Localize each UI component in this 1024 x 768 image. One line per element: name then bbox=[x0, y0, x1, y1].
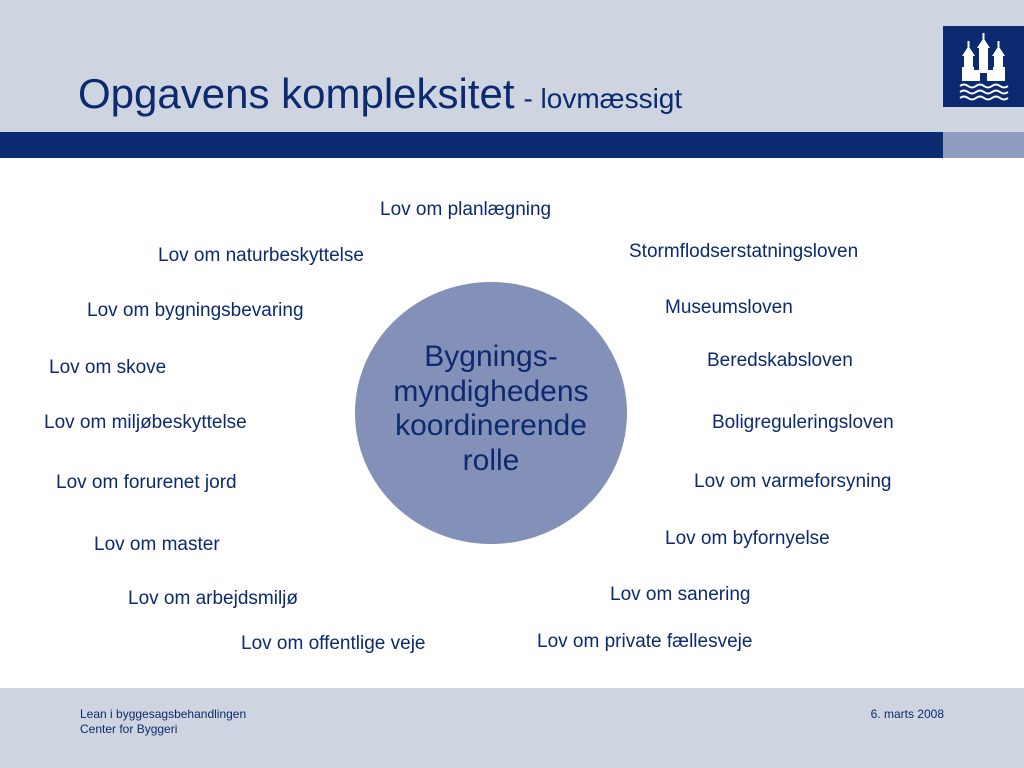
center-line: Bygnings- bbox=[424, 340, 558, 373]
law-label: Lov om offentlige veje bbox=[241, 633, 426, 654]
law-label: Lov om sanering bbox=[610, 584, 751, 605]
law-label: Museumsloven bbox=[665, 297, 793, 318]
law-label: Lov om varmeforsyning bbox=[694, 471, 892, 492]
law-label: Lov om bygningsbevaring bbox=[87, 300, 304, 321]
law-label: Lov om miljøbeskyttelse bbox=[44, 412, 247, 433]
footer-organization: Center for Byggeri bbox=[80, 722, 178, 736]
law-label: Lov om planlægning bbox=[380, 199, 552, 220]
title-divider-accent bbox=[943, 132, 1024, 158]
footer-info bbox=[80, 707, 246, 737]
header-band bbox=[0, 0, 1024, 132]
law-label: Lov om byfornyelse bbox=[665, 528, 830, 549]
law-label: Lov om naturbeskyttelse bbox=[158, 245, 364, 266]
law-label: Lov om private fællesveje bbox=[537, 631, 753, 652]
center-line: koordinerende bbox=[395, 409, 587, 442]
law-label: Lov om forurenet jord bbox=[56, 472, 237, 493]
law-label: Lov om arbejdsmiljø bbox=[128, 588, 298, 609]
footer-date: 6. marts 2008 bbox=[870, 707, 944, 721]
law-label: Stormflodserstatningsloven bbox=[629, 241, 859, 262]
copenhagen-coat-of-arms-icon bbox=[943, 26, 1024, 107]
center-circle-text bbox=[355, 340, 627, 478]
law-label: Beredskabsloven bbox=[707, 350, 853, 371]
law-label: Lov om skove bbox=[49, 357, 167, 378]
title-divider-bar bbox=[0, 132, 943, 158]
slide-title bbox=[78, 70, 682, 118]
logo bbox=[943, 26, 1024, 107]
slide-title-sub: - lovmæssigt bbox=[523, 83, 683, 114]
center-circle bbox=[355, 282, 627, 544]
footer-project: Lean i byggesagsbehandlingen bbox=[80, 707, 247, 721]
law-label: Lov om master bbox=[94, 534, 220, 555]
footer bbox=[0, 688, 1024, 768]
center-line: rolle bbox=[462, 443, 520, 477]
center-line: myndighedens bbox=[393, 374, 589, 408]
slide-title-main: Opgavens kompleksitet bbox=[78, 70, 515, 117]
law-label: Boligreguleringsloven bbox=[712, 412, 894, 433]
